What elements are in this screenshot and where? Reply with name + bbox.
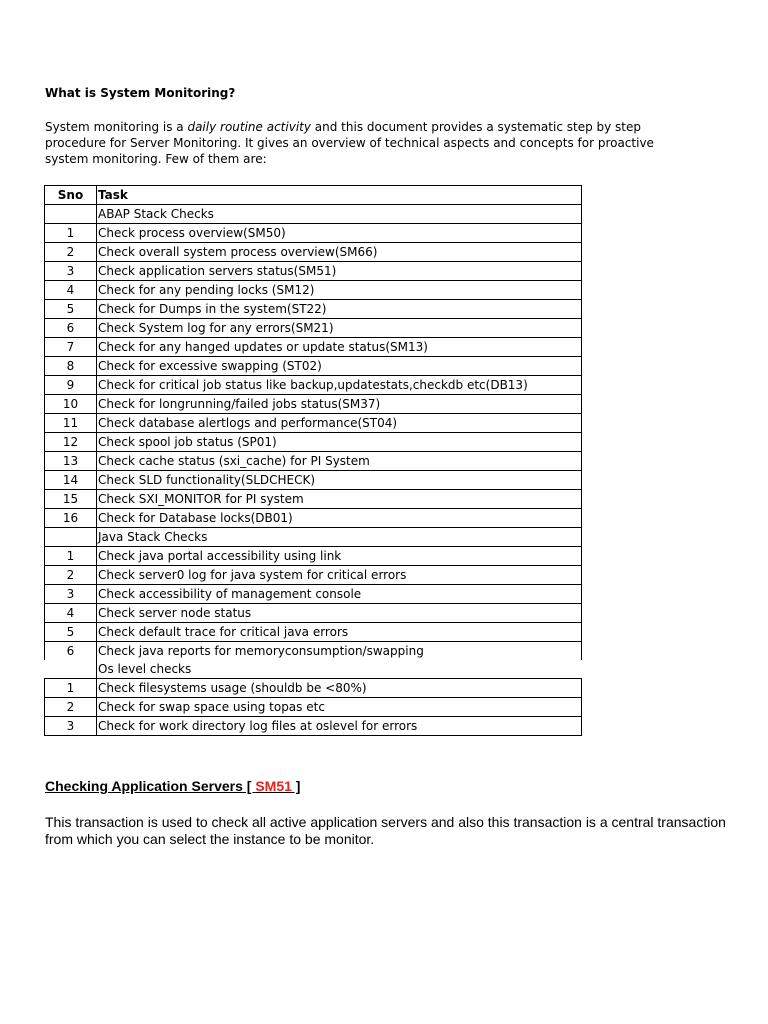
sno-cell: 4 (45, 281, 97, 300)
section-sno-cell (45, 205, 97, 224)
table-row (45, 414, 582, 433)
table-row (45, 338, 582, 357)
sno-cell: 9 (45, 376, 97, 395)
task-cell: Check for longrunning/failed jobs status(SM37) (97, 395, 582, 414)
section-row (45, 205, 582, 224)
table-row (45, 509, 582, 528)
table-row (45, 604, 582, 623)
task-cell: Check for swap space using topas etc (97, 698, 582, 717)
task-cell: Check SXI_MONITOR for PI system (97, 490, 582, 509)
task-cell: Check server0 log for java system for critical errors (97, 566, 582, 585)
table-row (45, 281, 582, 300)
task-cell: Check spool job status (SP01) (97, 433, 582, 452)
table-row (45, 490, 582, 509)
table-row (45, 471, 582, 490)
table-row (45, 376, 582, 395)
task-cell: Check for excessive swapping (ST02) (97, 357, 582, 376)
task-cell: Check server node status (97, 604, 582, 623)
table-row (45, 698, 582, 717)
table-body (45, 205, 582, 736)
sm51-paragraph (45, 814, 735, 848)
sno-cell: 5 (45, 623, 97, 642)
sno-cell: 3 (45, 585, 97, 604)
sno-cell: 14 (45, 471, 97, 490)
header-task: Task (97, 186, 582, 205)
table-row (45, 262, 582, 281)
task-cell: Check java portal accessibility using link (97, 547, 582, 566)
table-row (45, 433, 582, 452)
section-heading: What is System Monitoring? (45, 86, 236, 100)
task-cell: Check database alertlogs and performance(ST04) (97, 414, 582, 433)
sno-cell: 1 (45, 679, 97, 698)
sno-cell: 5 (45, 300, 97, 319)
section-sno-cell (45, 528, 97, 547)
task-cell: Check SLD functionality(SLDCHECK) (97, 471, 582, 490)
table-header-row (45, 186, 582, 205)
task-cell: Check filesystems usage (shouldb be <80%) (97, 679, 582, 698)
task-table (44, 185, 582, 736)
table-row (45, 300, 582, 319)
table-row (45, 566, 582, 585)
section-heading-sm51: Checking Application Servers [ SM51 ] (45, 778, 301, 794)
table-row (45, 547, 582, 566)
sno-cell: 10 (45, 395, 97, 414)
table-row (45, 623, 582, 642)
intro-line-1: System monitoring is a daily routine activity and this document provides a systematic step by step (45, 120, 641, 134)
sno-cell: 6 (45, 319, 97, 338)
sno-cell: 4 (45, 604, 97, 623)
intro-paragraph (45, 119, 725, 167)
section-title-cell: Java Stack Checks (97, 528, 582, 547)
table-row (45, 319, 582, 338)
intro-line-3: system monitoring. Few of them are: (45, 152, 267, 166)
sno-cell: 6 (45, 642, 97, 661)
task-cell: Check for any pending locks (SM12) (97, 281, 582, 300)
task-cell: Check for Dumps in the system(ST22) (97, 300, 582, 319)
table-row (45, 679, 582, 698)
table-row (45, 224, 582, 243)
sno-cell: 13 (45, 452, 97, 471)
table-row (45, 642, 582, 661)
table-row (45, 717, 582, 736)
transaction-code: SM51 (255, 778, 292, 794)
task-cell: Check for Database locks(DB01) (97, 509, 582, 528)
section-sno-cell (45, 660, 97, 679)
section-title-cell: ABAP Stack Checks (97, 205, 582, 224)
table-row (45, 585, 582, 604)
sno-cell: 1 (45, 547, 97, 566)
task-cell: Check overall system process overview(SM66) (97, 243, 582, 262)
sno-cell: 3 (45, 717, 97, 736)
task-cell: Check for work directory log files at oslevel for errors (97, 717, 582, 736)
table-row (45, 357, 582, 376)
sno-cell: 12 (45, 433, 97, 452)
task-cell: Check System log for any errors(SM21) (97, 319, 582, 338)
sm51-line-2: from which you can select the instance to be monitor. (45, 831, 375, 847)
sno-cell: 2 (45, 566, 97, 585)
sm51-line-1: This transaction is used to check all active application servers and also this transaction is a central transaction (45, 814, 726, 830)
task-cell: Check cache status (sxi_cache) for PI System (97, 452, 582, 471)
emphasis-text: daily routine activity (187, 120, 311, 134)
sno-cell: 2 (45, 698, 97, 717)
sno-cell: 3 (45, 262, 97, 281)
table-row (45, 395, 582, 414)
task-cell: Check application servers status(SM51) (97, 262, 582, 281)
task-cell: Check process overview(SM50) (97, 224, 582, 243)
task-cell: Check accessibility of management console (97, 585, 582, 604)
task-cell: Check default trace for critical java errors (97, 623, 582, 642)
task-cell: Check java reports for memoryconsumption/swapping (97, 642, 582, 661)
sno-cell: 15 (45, 490, 97, 509)
sno-cell: 11 (45, 414, 97, 433)
intro-line-2: procedure for Server Monitoring. It gives an overview of technical aspects and concepts for proactive (45, 136, 654, 150)
sno-cell: 1 (45, 224, 97, 243)
table-row (45, 243, 582, 262)
sno-cell: 16 (45, 509, 97, 528)
task-cell: Check for critical job status like backup,updatestats,checkdb etc(DB13) (97, 376, 582, 395)
header-sno: Sno (45, 186, 97, 205)
section-row (45, 660, 582, 679)
section-title-cell: Os level checks (97, 660, 582, 679)
section-row (45, 528, 582, 547)
sno-cell: 7 (45, 338, 97, 357)
table-row (45, 452, 582, 471)
sno-cell: 8 (45, 357, 97, 376)
task-cell: Check for any hanged updates or update status(SM13) (97, 338, 582, 357)
sno-cell: 2 (45, 243, 97, 262)
